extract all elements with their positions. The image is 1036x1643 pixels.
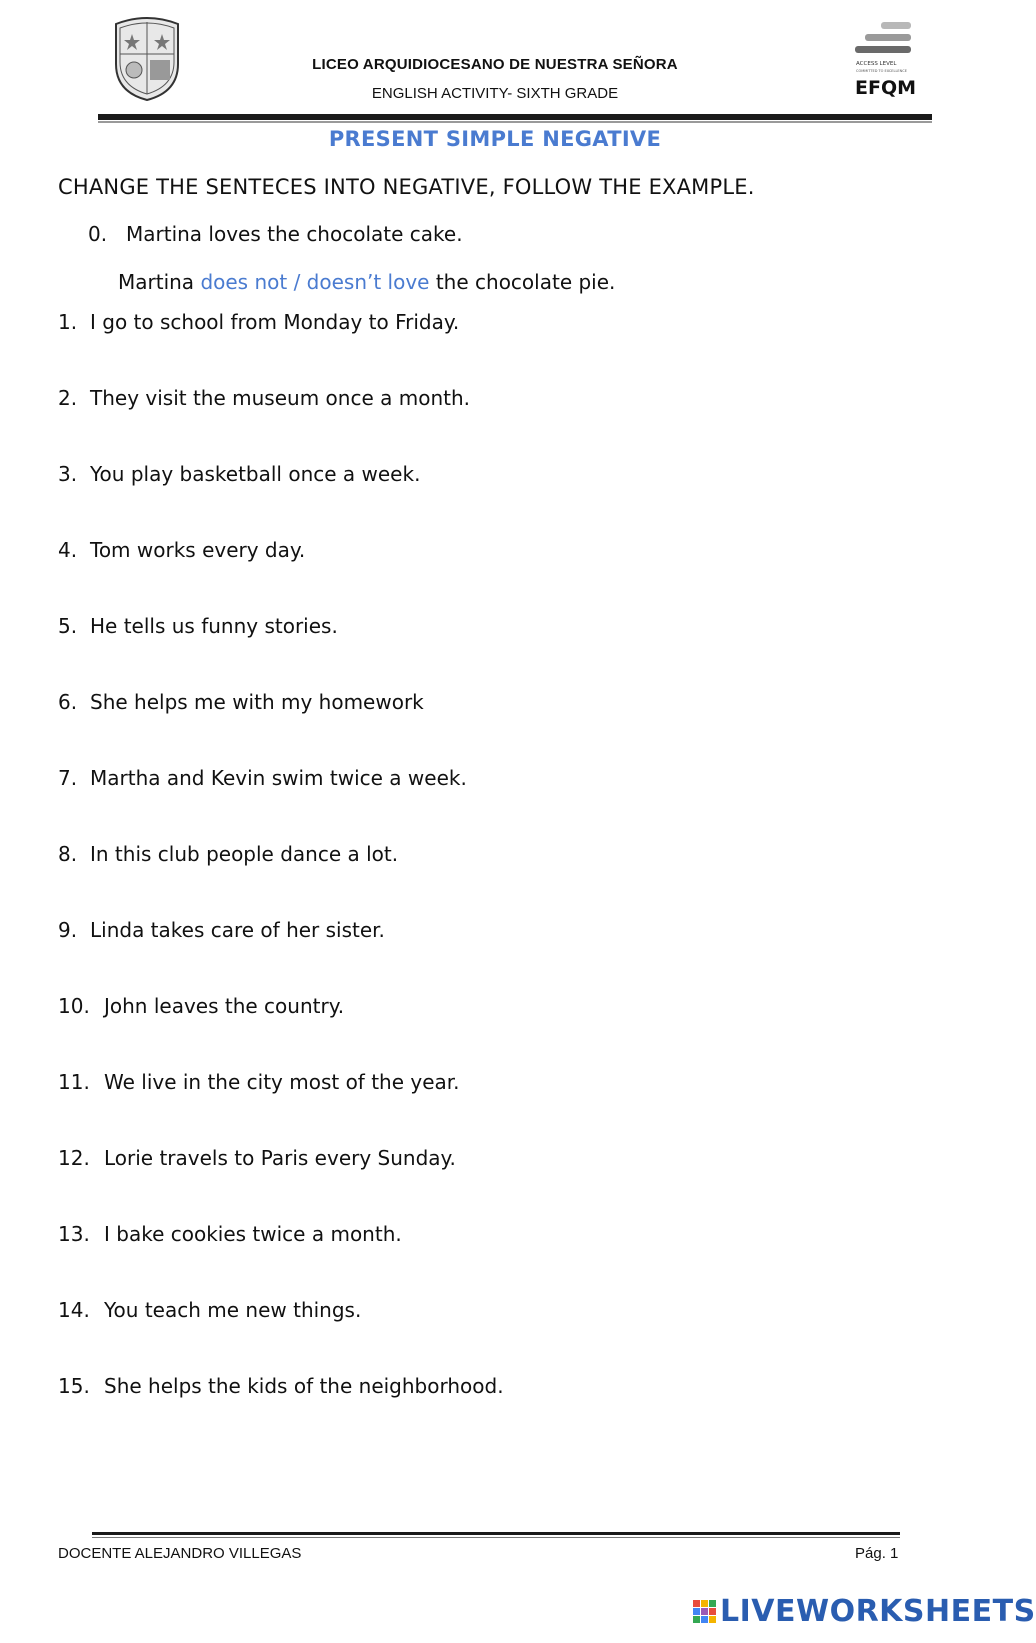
sentence-number: 5. <box>58 614 78 638</box>
sentence-item <box>58 842 398 866</box>
sentence-text: She helps the kids of the neighborhood. <box>104 1374 504 1398</box>
school-crest-icon <box>110 14 184 102</box>
sentence-text: I go to school from Monday to Friday. <box>90 310 460 334</box>
sentence-number: 9. <box>58 918 78 942</box>
teacher-name: DOCENTE ALEJANDRO VILLEGAS <box>58 1545 302 1562</box>
worksheet-title: PRESENT SIMPLE NEGATIVE <box>328 127 662 151</box>
footer-divider-thin <box>92 1537 900 1538</box>
example-answer-highlight: does not / doesn’t love <box>200 270 430 294</box>
sentence-text: They visit the museum once a month. <box>90 386 470 410</box>
sentence-item <box>58 614 338 638</box>
sentence-text: Martha and Kevin swim twice a week. <box>90 766 467 790</box>
logo-tagline-text: COMMITTED TO EXCELLENCE <box>856 69 907 73</box>
sentence-number: 6. <box>58 690 78 714</box>
sentence-item <box>58 1222 402 1246</box>
school-name: LICEO ARQUIDIOCESANO DE NUESTRA SEÑORA <box>312 56 678 73</box>
header-divider-shadow <box>98 121 932 123</box>
efqm-logo-icon <box>855 20 921 102</box>
sentence-number: 3. <box>58 462 78 486</box>
sentence-item <box>58 994 344 1018</box>
instruction-text: CHANGE THE SENTECES INTO NEGATIVE, FOLLOW THE EXAMPLE. <box>58 175 755 199</box>
logo-brand-text: EFQM <box>855 77 917 99</box>
footer-divider <box>92 1532 900 1535</box>
sentence-number: 1. <box>58 310 78 334</box>
sentence-item <box>58 1070 460 1094</box>
sentence-item <box>58 766 467 790</box>
sentence-number: 14. <box>58 1298 90 1322</box>
liveworksheets-watermark: LIVEWORKSHEETS <box>720 1594 1036 1629</box>
logo-access-level-text: ACCESS LEVEL <box>856 61 897 67</box>
sentence-text: You teach me new things. <box>104 1298 362 1322</box>
header-divider <box>98 114 932 120</box>
example-number: 0. <box>88 222 108 246</box>
sentence-item <box>58 386 470 410</box>
sentence-number: 7. <box>58 766 78 790</box>
example-sentence <box>88 222 463 246</box>
page-number: Pág. 1 <box>855 1545 899 1562</box>
sentence-item <box>58 1298 361 1322</box>
sentence-text: Tom works every day. <box>90 538 306 562</box>
sentence-text: Linda takes care of her sister. <box>90 918 385 942</box>
sentence-text: Lorie travels to Paris every Sunday. <box>104 1146 456 1170</box>
sentence-item <box>58 1146 456 1170</box>
sentence-number: 10. <box>58 994 90 1018</box>
sentence-number: 15. <box>58 1374 90 1398</box>
sentence-item <box>58 690 424 714</box>
sentence-number: 8. <box>58 842 78 866</box>
sentence-item <box>58 1374 504 1398</box>
example-answer-start: Martina <box>118 270 195 294</box>
sentence-text: In this club people dance a lot. <box>90 842 399 866</box>
sentence-number: 11. <box>58 1070 90 1094</box>
sentence-item <box>58 310 459 334</box>
liveworksheets-logo-icon <box>693 1600 717 1628</box>
activity-subtitle: ENGLISH ACTIVITY- SIXTH GRADE <box>371 85 619 102</box>
sentence-text: We live in the city most of the year. <box>104 1070 460 1094</box>
sentence-number: 13. <box>58 1222 90 1246</box>
example-text: Martina loves the chocolate cake. <box>126 222 463 246</box>
example-answer-end: the chocolate pie. <box>435 270 616 294</box>
sentence-item <box>58 918 385 942</box>
sentence-text: John leaves the country. <box>104 994 345 1018</box>
sentence-item <box>58 462 420 486</box>
sentence-number: 2. <box>58 386 78 410</box>
sentence-text: I bake cookies twice a month. <box>104 1222 402 1246</box>
sentence-item <box>58 538 305 562</box>
sentence-text: She helps me with my homework <box>90 690 424 714</box>
example-answer <box>118 270 615 294</box>
sentence-text: He tells us funny stories. <box>90 614 338 638</box>
sentence-number: 12. <box>58 1146 90 1170</box>
sentence-number: 4. <box>58 538 78 562</box>
sentence-text: You play basketball once a week. <box>90 462 421 486</box>
